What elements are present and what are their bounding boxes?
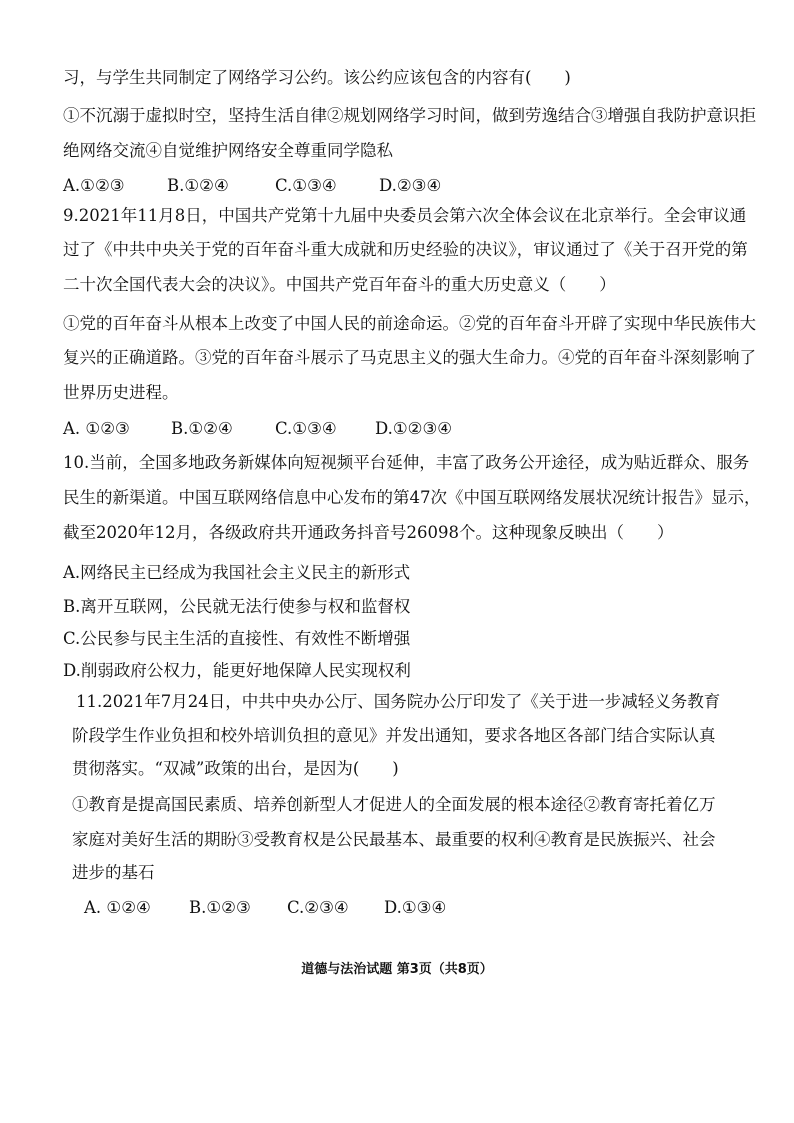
q11-option-a: A. ①②④ [84,898,151,917]
q11-option-c: C.②③④ [287,898,349,917]
q11-stem-line-1: 11.2021年7月24日，中共中央办公厅、国务院办公厅印发了《关于进一步减轻义务教育 [76,692,721,711]
q9-option-d: D.①②③④ [375,419,453,438]
q10-stem-line-1: 10.当前，全国多地政务新媒体向短视频平台延伸，丰富了政务公开途径，成为贴近群众、服务 [63,453,750,472]
q8-option-a: A.①②③ [63,176,125,195]
q9-options [63,419,452,439]
q10-option-d: D.削弱政府公权力，能更好地保障人民实现权利 [63,661,411,680]
q8-options [63,176,441,196]
q11-stem-line-2: 阶段学生作业负担和校外培训负担的意见》并发出通知，要求各地区各部门结合实际认真 [72,726,716,745]
q9-stem-line-1: 9.2021年11月8日，中国共产党第十九届中央委员会第六次全体会议在北京举行。全会审议通 [63,206,747,225]
q9-option-b: B.①②④ [171,419,233,438]
q9-option-c: C.①③④ [275,419,337,438]
q10-stem-line-2: 民生的新渠道。中国互联网络信息中心发布的第47次《中国互联网络发展状况统计报告》显示， [63,488,761,507]
q8-stem-tail: 习，与学生共同制定了网络学习公约。该公约应该包含的内容有( ) [63,68,571,87]
q11-option-d: D.①③④ [384,898,447,917]
page-footer: 道德与法治试题 第3页（共8页） [301,962,493,977]
q8-statement-line-1: ①不沉溺于虚拟时空，坚持生活自律②规划网络学习时间，做到劳逸结合③增强自我防护意识拒 [63,106,756,125]
q11-options [84,898,446,918]
q11-option-b: B.①②③ [189,898,251,917]
q10-option-a: A.网络民主已经成为我国社会主义民主的新形式 [63,563,411,582]
q11-statement-line-2: 家庭对美好生活的期盼③受教育权是公民最基本、最重要的权利④教育是民族振兴、社会 [72,830,716,849]
q10-option-b: B.离开互联网，公民就无法行使参与权和监督权 [63,597,411,616]
q9-statement-line-3: 世界历史进程。 [63,383,179,402]
q11-stem-line-3: 贯彻落实。“双减”政策的出台，是因为( ) [72,759,399,778]
q9-stem-line-3: 二十次全国代表大会的决议》。中国共产党百年奋斗的重大历史意义（ ） [63,275,616,294]
q9-statement-line-2: 复兴的正确道路。③党的百年奋斗展示了马克思主义的强大生命力。④党的百年奋斗深刻影响了 [63,348,756,367]
q10-option-c: C.公民参与民主生活的直接性、有效性不断增强 [63,629,411,648]
q8-option-d: D.②③④ [379,176,442,195]
q9-stem-line-2: 过了《中共中央关于党的百年奋斗重大成就和历史经验的决议》，审议通过了《关于召开党的第 [63,240,748,259]
q8-option-c: C.①③④ [275,176,337,195]
q8-option-b: B.①②④ [167,176,229,195]
q10-stem-line-3: 截至2020年12月，各级政府共开通政务抖音号26098个。这种现象反映出（ ） [63,523,674,542]
q11-statement-line-1: ①教育是提高国民素质、培养创新型人才促进人的全面发展的根本途径②教育寄托着亿万 [72,795,716,814]
q11-statement-line-3: 进步的基石 [72,863,155,882]
q9-option-a: A. ①②③ [63,419,130,438]
q8-statement-line-2: 绝网络交流④自觉维护网络安全尊重同学隐私 [63,141,393,160]
q9-statement-line-1: ①党的百年奋斗从根本上改变了中国人民的前途命运。②党的百年奋斗开辟了实现中华民族伟大 [63,314,756,333]
